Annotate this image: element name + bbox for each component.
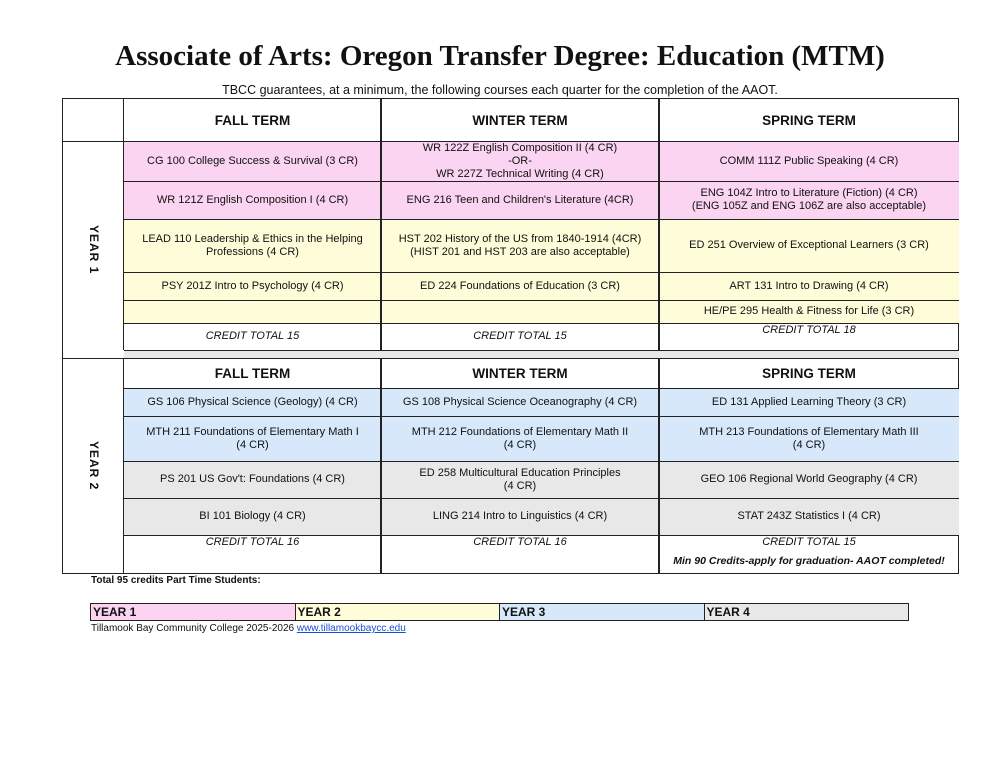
course-grid <box>62 98 959 574</box>
y1-r4-winter: ED 224 Foundations of Education (3 CR) <box>381 272 659 300</box>
y2-fall-total: CREDIT TOTAL 16 <box>205 535 300 548</box>
year1-fall-header: FALL TERM <box>214 112 291 128</box>
y2-r4-fall: BI 101 Biology (4 CR) <box>124 498 381 535</box>
year2-spring-header: SPRING TERM <box>762 365 856 381</box>
y1-fall-total: CREDIT TOTAL 15 <box>205 330 300 342</box>
y2-winter-total: CREDIT TOTAL 16 <box>473 535 567 548</box>
y1-r3-winter: HST 202 History of the US from 1840-1914 (4CR) (HIST 201 and HST 203 are also acceptable) <box>381 219 659 272</box>
year2-winter-header: WINTER TERM <box>472 365 568 381</box>
total-credits-note: Total 95 credits Part Time Students: <box>91 575 261 586</box>
y2-r2-spring: MTH 213 Foundations of Elementary Math III (4 CR) <box>659 416 959 461</box>
legend-year1: YEAR 1 <box>91 604 296 620</box>
y1-r3-spring: ED 251 Overview of Exceptional Learners (3 CR) <box>659 219 959 272</box>
y2-r1-fall: GS 106 Physical Science (Geology) (4 CR) <box>124 388 381 416</box>
year2-label: YEAR 2 <box>87 441 101 491</box>
college-website-link[interactable]: www.tillamookbaycc.edu <box>296 623 406 634</box>
legend-year4: YEAR 4 <box>705 604 909 620</box>
y1-r4-fall: PSY 201Z Intro to Psychology (4 CR) <box>124 272 381 300</box>
y2-r4-winter: LING 214 Intro to Linguistics (4 CR) <box>381 498 659 535</box>
y1-r5-spring: HE/PE 295 Health & Fitness for Life (3 CR) <box>659 300 959 323</box>
y2-r1-winter: GS 108 Physical Science Oceanography (4 CR) <box>381 388 659 416</box>
graduation-note: Min 90 Credits-apply for graduation- AAOT completed! <box>673 554 945 567</box>
y1-r5-fall <box>124 300 381 323</box>
y2-spring-total: CREDIT TOTAL 15 <box>762 535 856 548</box>
year1-label: YEAR 1 <box>87 224 101 275</box>
y1-r1-spring: COMM 111Z Public Speaking (4 CR) <box>659 141 959 181</box>
year-color-legend <box>90 603 909 621</box>
year-separator <box>124 350 959 358</box>
y1-r2-winter: ENG 216 Teen and Children's Literature (4CR) <box>381 181 659 219</box>
y1-r2-spring: ENG 104Z Intro to Literature (Fiction) (4 CR) (ENG 105Z and ENG 106Z are also acceptable) <box>659 181 959 219</box>
legend-year3: YEAR 3 <box>500 604 705 620</box>
y1-r3-fall: LEAD 110 Leadership & Ethics in the Helping Professions (4 CR) <box>124 219 381 272</box>
y2-r3-fall: PS 201 US Gov't: Foundations (4 CR) <box>124 461 381 498</box>
y2-r4-spring: STAT 243Z Statistics I (4 CR) <box>659 498 959 535</box>
legend-year2: YEAR 2 <box>296 604 501 620</box>
footer <box>91 623 406 634</box>
y2-r2-winter: MTH 212 Foundations of Elementary Math II (4 CR) <box>381 416 659 461</box>
y1-winter-total: CREDIT TOTAL 15 <box>473 330 567 342</box>
y2-r3-winter: ED 258 Multicultural Education Principles (4 CR) <box>381 461 659 498</box>
page-title: Associate of Arts: Oregon Transfer Degree: Education (MTM) <box>115 40 885 72</box>
year2-label-cell <box>63 358 124 574</box>
year2-fall-header: FALL TERM <box>214 365 291 381</box>
y1-r1-winter: WR 122Z English Composition II (4 CR) -OR- WR 227Z Technical Writing (4 CR) <box>381 141 659 181</box>
y2-r1-spring: ED 131 Applied Learning Theory (3 CR) <box>659 388 959 416</box>
year1-label-cell <box>63 141 124 358</box>
y1-spring-total: CREDIT TOTAL 18 <box>762 323 856 336</box>
y2-r2-fall: MTH 211 Foundations of Elementary Math I (4 CR) <box>124 416 381 461</box>
y1-r4-spring: ART 131 Intro to Drawing (4 CR) <box>659 272 959 300</box>
page-subtitle: TBCC guarantees, at a minimum, the following courses each quarter for the completion of the AAOT. <box>222 83 778 97</box>
y1-r1-fall: CG 100 College Success & Survival (3 CR) <box>124 141 381 181</box>
y2-r3-spring: GEO 106 Regional World Geography (4 CR) <box>659 461 959 498</box>
footer-text: Tillamook Bay Community College 2025-2026 <box>91 623 297 634</box>
year1-winter-header: WINTER TERM <box>472 112 568 128</box>
year1-spring-header: SPRING TERM <box>762 112 856 128</box>
y1-r2-fall: WR 121Z English Composition I (4 CR) <box>124 181 381 219</box>
y1-r5-winter <box>381 300 659 323</box>
